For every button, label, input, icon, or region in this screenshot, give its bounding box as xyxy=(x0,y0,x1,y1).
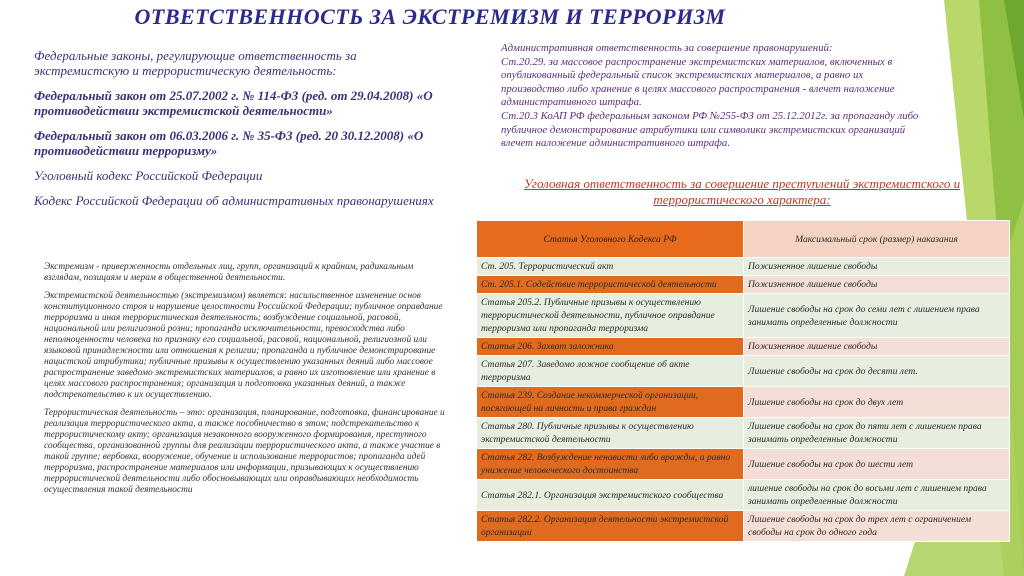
admin-article-20-3: Ст.20.3 КоАП РФ федеральным законом РФ №255-ФЗ от 25.12.2012г. за пропаганду либо публичное демонстрирование атрибутики или символики экстремистских организаций влечет наложение административного штрафа. xyxy=(501,109,919,150)
definitions xyxy=(44,262,448,503)
article-cell: Ст. 205.1. Содействие террористической деятельности xyxy=(477,276,744,294)
article-cell: Статья 282. Возбуждение ненависти либо вражды, а равно унижение человеческого достоинства xyxy=(477,449,744,480)
penalty-cell: Лишение свободы на срок до трех лет с ограничением свободы на срок до одного года xyxy=(744,511,1010,542)
article-cell: Статья 239. Создание некоммерческой организации, посягающей на личность и права граждан xyxy=(477,387,744,418)
table-row xyxy=(477,338,1010,356)
law-114-fz: Федеральный закон от 25.07.2002 г. № 114-ФЗ (ред. от 29.04.2008) «О противодействии экстремистской деятельности» xyxy=(34,88,433,118)
admin-heading: Административная ответственность за совершение правонарушений: xyxy=(501,42,833,54)
table-row xyxy=(477,449,1010,480)
penalty-cell: Лишение свободы на срок до десяти лет. xyxy=(744,356,1010,387)
article-cell: Статья 207. Заведомо ложное сообщение об акте терроризма xyxy=(477,356,744,387)
definition-extremist-activity: Экстремистской деятельностью (экстремизмом) является: насильственное изменение основ конституционного строя и нарушение целостности Российской Федерации; публичное оправдание терроризма и иная террористическая деятельность; возбуждение социальной, расовой, национальной или религиозной розни; пропаганда исключительности, превосходства либо неполноценности человека по признаку его социальной, расовой, национальной, религиозной или языковой принадлежности или отношения к религии; пропаганда и публичное демонстрирование нацистской атрибутики; публичные призывы к осуществлению указанных деяний либо массовое распространение заведомо экстремистских материалов, а равно их изготовление или хранение в целях массового распространения; организация и подготовка указанных деяний, а также подстрекательство к их осуществлению. xyxy=(44,291,443,400)
table-row xyxy=(477,294,1010,338)
penalty-cell: лишение свободы на срок до восьми лет с лишением права занимать определенные должности xyxy=(744,480,1010,511)
admin-code: Кодекс Российской Федерации об административных правонарушениях xyxy=(34,193,434,208)
laws-intro: Федеральные законы, регулирующие ответственность за экстремистскую и террористическую деятельность: xyxy=(34,48,357,78)
law-35-fz: Федеральный закон от 06.03.2006 г. № 35-ФЗ (ред. 20 30.12.2008) «О противодействии терроризму» xyxy=(34,128,424,158)
article-cell: Статья 205.2. Публичные призывы к осуществлению террористической деятельности, публичное оправдание терроризма или пропаганда терроризма xyxy=(477,294,744,338)
penalty-cell: Лишение свободы на срок до шести лет xyxy=(744,449,1010,480)
article-cell: Ст. 205. Террористический акт xyxy=(477,258,744,276)
table-row xyxy=(477,387,1010,418)
penalty-cell: Пожизненное лишение свободы xyxy=(744,338,1010,356)
column-header-article: Статья Уголовного Кодекса РФ xyxy=(477,221,744,258)
article-cell: Статья 280. Публичные призывы к осуществлению экстремистской деятельности xyxy=(477,418,744,449)
criminal-table xyxy=(476,220,1010,542)
page-title: ОТВЕТСТВЕННОСТЬ ЗА ЭКСТРЕМИЗМ И ТЕРРОРИЗМ xyxy=(134,4,726,29)
table-row xyxy=(477,511,1010,542)
penalty-cell: Лишение свободы на срок до пяти лет с лишением права занимать определенные должности xyxy=(744,418,1010,449)
table-row xyxy=(477,418,1010,449)
penalty-cell: Лишение свободы на срок до двух лет xyxy=(744,387,1010,418)
criminal-code: Уголовный кодекс Российской Федерации xyxy=(34,168,263,183)
table-row xyxy=(477,356,1010,387)
column-header-penalty: Максимальный срок (размер) наказания xyxy=(744,221,1010,258)
penalty-cell: Лишение свободы на срок до семи лет с лишением права занимать определенные должности xyxy=(744,294,1010,338)
definition-extremism: Экстремизм - приверженность отдельных лиц, групп, организаций к крайним, радикальным взглядам, позициям и мерам в общественной деятельности. xyxy=(44,262,414,283)
criminal-heading: Уголовная ответственность за совершение преступлений экстремистского и террористического характера: xyxy=(523,176,961,207)
laws-list xyxy=(34,48,434,218)
penalty-cell: Пожизненное лишение свободы xyxy=(744,258,1010,276)
admin-article-20-29: Ст.20.29. за массовое распространение экстремистских материалов, включенных в опубликованный федеральный список экстремистских материалов, а равно их производство либо хранение в целях массового распространения - влечет наложение административного штрафа. xyxy=(501,55,895,109)
article-cell: Статья 282.1. Организация экстремистского сообщества xyxy=(477,480,744,511)
definition-terrorist-activity: Террористическая деятельность – это: организация, планирование, подготовка, финансирование и реализация террористического акта, а также пособничество в этом; подстрекательство к террористическому акту; организация незаконного вооруженного формирования, преступного сообщества, организованной группы для реализации террористического акта, а также участие в такой группе; вербовка, вооружение, обучение и использование террористов; пропаганда идей терроризма, распространение материалов или информации, призывающих к осуществлению террористической деятельности либо обосновывающих или оправдывающих необходимость осуществления такой деятельности xyxy=(44,408,445,495)
article-cell: Статья 282.2. Организация деятельности экстремистской организации xyxy=(477,511,744,542)
table-row xyxy=(477,480,1010,511)
table-row xyxy=(477,258,1010,276)
table-row xyxy=(477,276,1010,294)
admin-responsibility xyxy=(501,42,921,151)
table-header xyxy=(477,221,1010,258)
penalty-cell: Пожизненное лишение свободы xyxy=(744,276,1010,294)
article-cell: Статья 206. Захват заложника xyxy=(477,338,744,356)
